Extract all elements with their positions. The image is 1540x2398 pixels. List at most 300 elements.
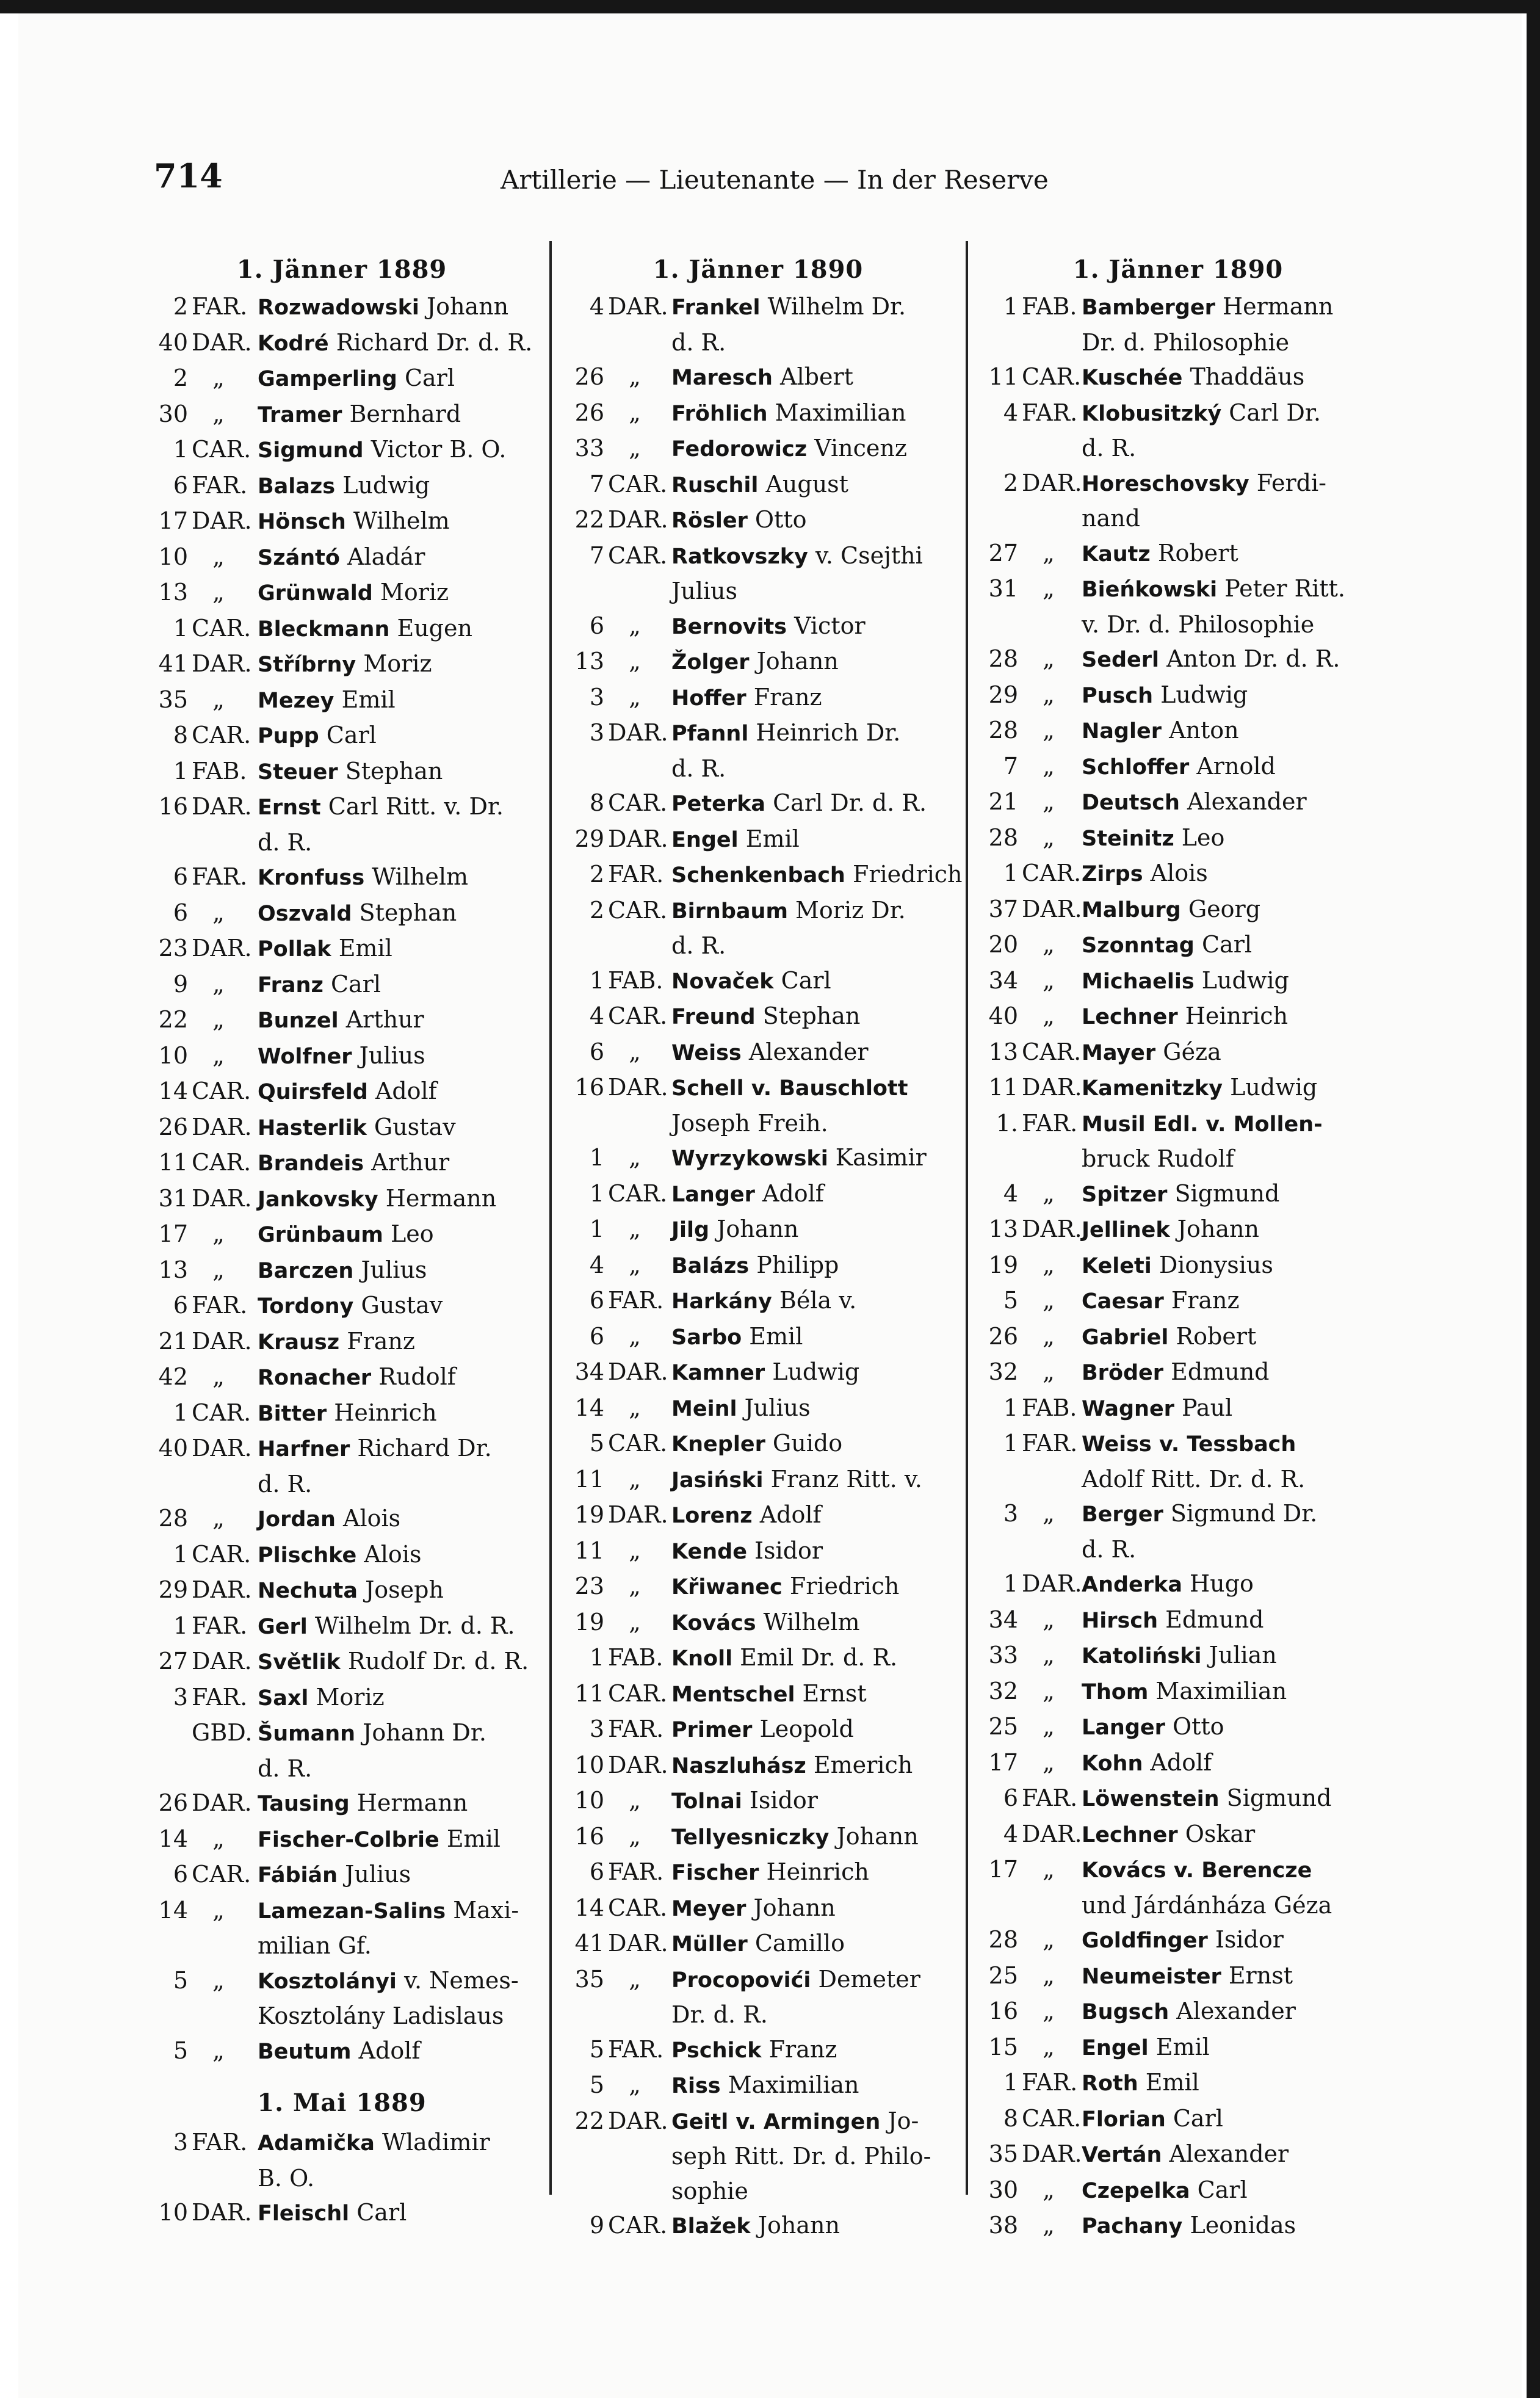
ditto-mark: „	[1043, 539, 1055, 567]
entry-regiment	[977, 642, 1082, 678]
list-entry	[563, 1534, 953, 1570]
entry-text	[671, 574, 953, 609]
entry-continuation: d. R.	[258, 1470, 313, 1498]
officer-surname: Pusch	[1082, 683, 1154, 708]
list-entry	[563, 2208, 953, 2244]
officer-surname: Schloffer	[1082, 755, 1190, 780]
list-entry	[977, 1035, 1379, 1071]
officer-surname: Sederl	[1082, 648, 1159, 672]
regiment-unit: FAR.	[608, 1715, 664, 1742]
officer-surname: Klobusitzký	[1082, 401, 1222, 426]
entry-text	[258, 1999, 537, 2034]
entry-regiment	[977, 1745, 1082, 1781]
ditto-mark: „	[1043, 1856, 1055, 1883]
entry-text	[671, 289, 953, 325]
ditto-mark: „	[212, 1220, 225, 1247]
entry-regiment	[146, 1181, 258, 1217]
entry-text	[1082, 642, 1379, 678]
regiment-number: 1.	[996, 1109, 1018, 1137]
list-entry	[977, 2208, 1379, 2244]
regiment-unit: FAB.	[608, 966, 663, 994]
regiment-number: 1	[1003, 860, 1018, 886]
list-entry	[146, 361, 537, 397]
entry-regiment	[977, 1106, 1082, 1142]
officer-given-names: Carl	[326, 722, 377, 748]
regiment-unit: FAB.	[608, 1644, 663, 1671]
officer-surname: Frankel	[671, 295, 761, 320]
regiment-unit: DAR.	[192, 2199, 252, 2226]
officer-given-names: Adolf	[358, 2037, 421, 2064]
list-entry	[563, 822, 953, 858]
officer-surname: Harfner	[258, 1437, 350, 1462]
entry-regiment	[563, 822, 671, 858]
officer-given-names: Georg	[1188, 895, 1261, 922]
regiment-number: 1	[173, 757, 188, 784]
officer-surname: Adamička	[258, 2131, 375, 2156]
entry-regiment	[977, 1922, 1082, 1958]
officer-given-names: Leonidas	[1190, 2212, 1296, 2239]
entry-text	[671, 1926, 953, 1962]
entry-continuation: Julius	[671, 578, 737, 604]
list-entry	[977, 820, 1379, 857]
entry-text	[1082, 2137, 1379, 2173]
ditto-mark: „	[629, 1465, 641, 1493]
officer-surname: Kovács	[671, 1610, 756, 1635]
officer-surname: Zirps	[1082, 862, 1143, 886]
regiment-unit: DAR.	[192, 1327, 252, 1355]
list-entry	[977, 1248, 1379, 1284]
officer-surname: Weiss v. Tessbach	[1082, 1432, 1296, 1457]
entry-text	[671, 1070, 953, 1106]
regiment-unit: DAR.	[608, 506, 668, 533]
regiment-number: 35	[988, 2140, 1018, 2167]
entry-regiment	[563, 1748, 671, 1784]
list-entry	[146, 1501, 537, 1537]
regiment-number: 6	[589, 612, 604, 639]
officer-surname: Bamberger	[1082, 295, 1215, 320]
regiment-number: 1	[1003, 2069, 1018, 2096]
entry-regiment	[977, 1212, 1082, 1248]
list-entry	[146, 1963, 537, 1999]
entry-regiment	[977, 1709, 1082, 1745]
entry-continuation: bruck Rudolf	[1082, 1145, 1234, 1172]
officer-surname: Grünbaum	[258, 1223, 383, 1247]
officer-surname: Grünwald	[258, 581, 373, 606]
regiment-number: 3	[589, 683, 604, 711]
officer-given-names: Sigmund	[1226, 1784, 1332, 1811]
entry-regiment	[563, 1712, 671, 1748]
entry-text	[1082, 749, 1379, 785]
officer-surname: Weiss	[671, 1040, 742, 1065]
regiment-number: 13	[988, 1215, 1018, 1242]
entry-text	[258, 2125, 537, 2161]
officer-given-names: Franz	[768, 2035, 837, 2063]
entry-regiment	[563, 2104, 671, 2140]
entry-regiment	[563, 1819, 671, 1855]
regiment-number: 14	[574, 1394, 604, 1421]
entry-text	[258, 1324, 537, 1360]
officer-given-names: Wilhelm Dr. d. R.	[314, 1612, 515, 1639]
entry-regiment	[146, 967, 258, 1003]
officer-given-names: August	[765, 470, 848, 498]
entry-regiment	[977, 1176, 1082, 1212]
list-entry	[146, 1715, 537, 1751]
officer-surname: Ronacher	[258, 1366, 372, 1390]
regiment-number: 1	[1003, 1570, 1018, 1597]
officer-surname: Šumann	[258, 1722, 356, 1746]
officer-surname: Bunzel	[258, 1009, 339, 1033]
ditto-mark: „	[1043, 681, 1055, 708]
list-entry	[146, 789, 537, 825]
regiment-number: 3	[1003, 1500, 1018, 1527]
entry-text	[1082, 1603, 1379, 1639]
regiment-number: 17	[158, 507, 188, 534]
officer-surname: Knepler	[671, 1432, 765, 1457]
entry-regiment	[977, 360, 1082, 396]
list-entry	[146, 1360, 537, 1396]
list-entry	[563, 1676, 953, 1712]
list-entry-continuation	[977, 325, 1379, 360]
list-entry	[563, 1391, 953, 1427]
officer-given-names: Alexander	[1169, 2140, 1289, 2167]
entry-regiment	[563, 715, 671, 752]
list-entry	[146, 647, 537, 683]
entry-text	[671, 1498, 953, 1534]
regiment-unit: CAR.	[608, 542, 668, 569]
entry-regiment	[977, 571, 1082, 607]
officer-given-names: Moriz	[316, 1683, 385, 1711]
list-entry	[977, 2065, 1379, 2101]
list-entry	[977, 1283, 1379, 1319]
entry-regiment	[977, 1817, 1082, 1853]
officer-given-names: Dionysius	[1159, 1251, 1273, 1278]
list-entry	[146, 504, 537, 540]
officer-given-names: Alexander	[1187, 788, 1307, 815]
entry-text	[1082, 1142, 1379, 1176]
entry-text	[258, 967, 537, 1003]
regiment-number: 3	[589, 1715, 604, 1742]
officer-given-names: Richard Dr.	[357, 1435, 492, 1462]
officer-given-names: Bernhard	[349, 400, 461, 427]
entry-regiment-blank	[977, 1532, 1082, 1567]
entry-text	[671, 467, 953, 503]
officer-given-names: Friedrich	[852, 861, 963, 888]
regiment-number: 26	[574, 363, 604, 390]
officer-surname: Engel	[671, 827, 739, 852]
entry-regiment	[563, 431, 671, 467]
officer-given-names: Emil	[745, 825, 800, 852]
officer-surname: Bernovits	[671, 614, 787, 639]
officer-given-names: Arthur	[345, 1006, 424, 1033]
entry-regiment-blank	[563, 929, 671, 963]
regiment-number: 10	[158, 543, 188, 570]
regiment-unit: CAR.	[608, 2212, 668, 2239]
regiment-unit: CAR.	[192, 1399, 251, 1426]
officer-given-names: Alois	[343, 1505, 401, 1532]
ditto-mark: „	[212, 1896, 225, 1924]
officer-given-names: Stephan	[359, 899, 457, 926]
regiment-number: 19	[574, 1501, 604, 1528]
officer-given-names: Rudolf	[378, 1363, 456, 1390]
officer-given-names: Robert	[1157, 539, 1238, 567]
regiment-number: 3	[173, 2129, 188, 2156]
officer-given-names: Maximilian	[775, 399, 906, 426]
officer-surname: Fleischl	[258, 2201, 350, 2226]
regiment-number: 33	[988, 1642, 1018, 1668]
entry-regiment	[977, 289, 1082, 325]
entry-regiment	[563, 1176, 671, 1212]
ditto-mark: „	[212, 1256, 225, 1283]
regiment-number: 2	[589, 896, 604, 924]
list-entry	[146, 1680, 537, 1716]
list-entry	[146, 397, 537, 433]
entry-text	[671, 502, 953, 538]
regiment-number: 38	[988, 2212, 1018, 2239]
entry-regiment	[563, 1605, 671, 1641]
entry-regiment	[146, 1253, 258, 1289]
entry-text	[671, 1140, 953, 1176]
list-entry	[977, 1745, 1379, 1781]
entry-regiment	[146, 468, 258, 504]
entry-regiment	[977, 1496, 1082, 1532]
entry-text	[258, 1431, 537, 1467]
officer-given-names: Franz	[1171, 1287, 1240, 1314]
ditto-mark: „	[1043, 1677, 1055, 1704]
officer-surname: Barczen	[258, 1258, 354, 1283]
entry-continuation: nand	[1082, 505, 1140, 532]
entry-regiment	[563, 1283, 671, 1319]
officer-surname: Szonntag	[1082, 933, 1195, 958]
officer-surname: Pfannl	[671, 722, 749, 746]
entry-text	[1082, 820, 1379, 857]
officer-surname: Procopovići	[671, 1968, 811, 1993]
ditto-mark: „	[1043, 1748, 1055, 1776]
entry-text	[1082, 1070, 1379, 1106]
list-entry	[563, 963, 953, 999]
officer-given-names: Victor	[794, 612, 866, 639]
officer-given-names: Guido	[772, 1430, 843, 1457]
entry-regiment	[977, 2065, 1082, 2101]
officer-surname: Rozwadowski	[258, 295, 419, 320]
entry-text	[1082, 360, 1379, 396]
ditto-mark: „	[1043, 645, 1055, 672]
regiment-number: 7	[589, 470, 604, 498]
officer-given-names: Maxi-	[453, 1896, 519, 1924]
entry-text	[1082, 1496, 1379, 1532]
entry-regiment	[977, 963, 1082, 999]
list-entry	[563, 396, 953, 432]
regiment-number: 28	[988, 824, 1018, 851]
entry-text	[671, 1748, 953, 1784]
list-entry	[146, 1181, 537, 1217]
officer-given-names: Wilhelm	[353, 507, 450, 534]
ditto-mark: „	[212, 1825, 225, 1852]
regiment-number: 15	[988, 2033, 1018, 2060]
officer-surname: Lechner	[1082, 1822, 1178, 1847]
entry-regiment	[977, 892, 1082, 928]
entry-regiment	[977, 1283, 1082, 1319]
ditto-mark: „	[212, 543, 225, 570]
list-entry	[146, 575, 537, 611]
officer-surname: Pollak	[258, 937, 331, 962]
officer-surname: Langer	[1082, 1715, 1165, 1740]
list-entry	[563, 1783, 953, 1819]
entry-regiment-blank	[977, 1142, 1082, 1176]
officer-given-names: Isidor	[1215, 1926, 1284, 1953]
list-entry	[146, 967, 537, 1003]
officer-surname: Bugsch	[1082, 2000, 1169, 2024]
entry-regiment	[977, 2030, 1082, 2066]
entry-text	[1082, 1745, 1379, 1781]
list-entry-continuation	[977, 1888, 1379, 1923]
list-entry	[146, 683, 537, 719]
entry-regiment-blank	[146, 1751, 258, 1786]
entry-text	[671, 2139, 953, 2174]
regiment-unit: CAR.	[608, 1679, 668, 1707]
entry-text	[1082, 856, 1379, 892]
regiment-number: 26	[574, 399, 604, 426]
list-entry	[563, 1569, 953, 1605]
officer-given-names: Arthur	[371, 1149, 450, 1176]
list-entry	[146, 1038, 537, 1074]
entry-text	[258, 1396, 537, 1432]
list-entry	[146, 860, 537, 896]
entry-text	[671, 1569, 953, 1605]
officer-given-names: Ludwig	[1160, 681, 1248, 708]
entry-regiment	[563, 786, 671, 822]
section-heading: 1. Mai 1889	[257, 2088, 427, 2117]
officer-given-names: Ernst	[1228, 1962, 1293, 1989]
entry-text	[671, 431, 953, 467]
officer-surname: Meyer	[671, 1896, 747, 1921]
ditto-mark: „	[1043, 966, 1055, 994]
list-entry	[563, 1462, 953, 1498]
regiment-number: 19	[574, 1608, 604, 1635]
officer-given-names: Johann	[1177, 1215, 1259, 1242]
entry-regiment-blank	[146, 825, 258, 860]
list-entry	[146, 1396, 537, 1432]
entry-text	[671, 1426, 953, 1462]
list-entry	[563, 609, 953, 645]
list-entry-continuation	[563, 929, 953, 963]
officer-surname: Lorenz	[671, 1504, 753, 1528]
regiment-number: 4	[589, 1251, 604, 1278]
entry-text	[1082, 1709, 1379, 1745]
regiment-number: 6	[1003, 1784, 1018, 1811]
entry-regiment	[146, 1715, 258, 1751]
entry-text	[258, 397, 537, 433]
list-entry	[146, 2125, 537, 2161]
entry-text	[258, 1857, 537, 1893]
ditto-mark: „	[212, 1966, 225, 1994]
officer-given-names: Jo-	[887, 2107, 919, 2134]
list-entry-continuation	[563, 1998, 953, 2032]
officer-surname: Bitter	[258, 1401, 327, 1426]
regiment-unit: CAR.	[608, 896, 668, 924]
regiment-number: 16	[574, 1822, 604, 1850]
entry-regiment	[977, 749, 1082, 785]
regiment-unit: DAR.	[1022, 1074, 1082, 1101]
officer-given-names: Adolf	[762, 1179, 824, 1207]
regiment-unit: DAR.	[192, 1113, 252, 1140]
regiment-unit: DAR.	[192, 1789, 252, 1816]
regiment-number: 35	[158, 686, 188, 713]
entry-text	[671, 1712, 953, 1748]
entry-continuation: v. Dr. d. Philosophie	[1082, 610, 1315, 638]
officer-surname: Spitzer	[1082, 1182, 1168, 1207]
entry-regiment	[146, 2034, 258, 2070]
entry-regiment	[563, 538, 671, 574]
entry-regiment	[146, 1074, 258, 1110]
entry-text	[671, 2068, 953, 2104]
regiment-number: 22	[158, 1006, 188, 1033]
officer-surname: Bröder	[1082, 1361, 1164, 1385]
entry-regiment	[563, 893, 671, 929]
regiment-number: 23	[158, 935, 188, 962]
list-entry	[563, 1926, 953, 1962]
regiment-number: 4	[589, 293, 604, 320]
officer-given-names: Julius	[345, 1861, 411, 1888]
officer-given-names: Vincenz	[814, 435, 907, 462]
entry-text	[258, 611, 537, 647]
regiment-number: 8	[589, 789, 604, 816]
entry-text	[258, 1751, 537, 1786]
officer-surname: Steuer	[258, 759, 338, 784]
entry-text	[258, 825, 537, 860]
ditto-mark: „	[1043, 1642, 1055, 1668]
officer-surname: Löwenstein	[1082, 1787, 1220, 1811]
entry-continuation: sophie	[671, 2177, 748, 2204]
officer-surname: Caesar	[1082, 1289, 1164, 1314]
entry-regiment	[977, 2208, 1082, 2244]
ditto-mark: „	[629, 1251, 641, 1278]
entry-text	[671, 1176, 953, 1212]
entry-regiment	[563, 289, 671, 325]
entry-regiment	[146, 1893, 258, 1929]
list-entry	[977, 466, 1379, 502]
officer-given-names: Rudolf Dr. d. R.	[347, 1648, 529, 1675]
officer-given-names: Johann	[836, 1822, 919, 1850]
officer-given-names: Ludwig	[772, 1358, 860, 1385]
entry-regiment	[563, 680, 671, 716]
list-entry	[977, 360, 1379, 396]
regiment-unit: FAR.	[608, 861, 664, 888]
officer-given-names: Gustav	[361, 1292, 443, 1319]
officer-given-names: Carl Ritt. v. Dr.	[328, 793, 504, 820]
entry-regiment	[146, 647, 258, 683]
officer-given-names: Johann	[426, 293, 509, 320]
column-divider-left	[549, 241, 552, 2195]
regiment-number: 1	[589, 1179, 604, 1207]
list-entry	[977, 892, 1379, 928]
entry-text	[671, 1962, 953, 1998]
officer-surname: Balázs	[671, 1253, 750, 1278]
officer-given-names: Demeter	[818, 1965, 920, 1993]
list-entry	[563, 999, 953, 1035]
regiment-number: 14	[574, 1894, 604, 1921]
list-entry	[977, 2137, 1379, 2173]
entry-regiment	[146, 1537, 258, 1573]
officer-given-names: Carl	[356, 2199, 407, 2226]
officer-surname: Křiwanec	[671, 1575, 783, 1599]
entry-regiment-blank	[563, 2139, 671, 2174]
entry-text	[258, 1467, 537, 1502]
ditto-mark: „	[629, 612, 641, 639]
entry-text	[671, 396, 953, 432]
officer-given-names: Johann	[753, 1894, 836, 1921]
list-entry	[146, 754, 537, 790]
list-entry-continuation	[563, 574, 953, 609]
